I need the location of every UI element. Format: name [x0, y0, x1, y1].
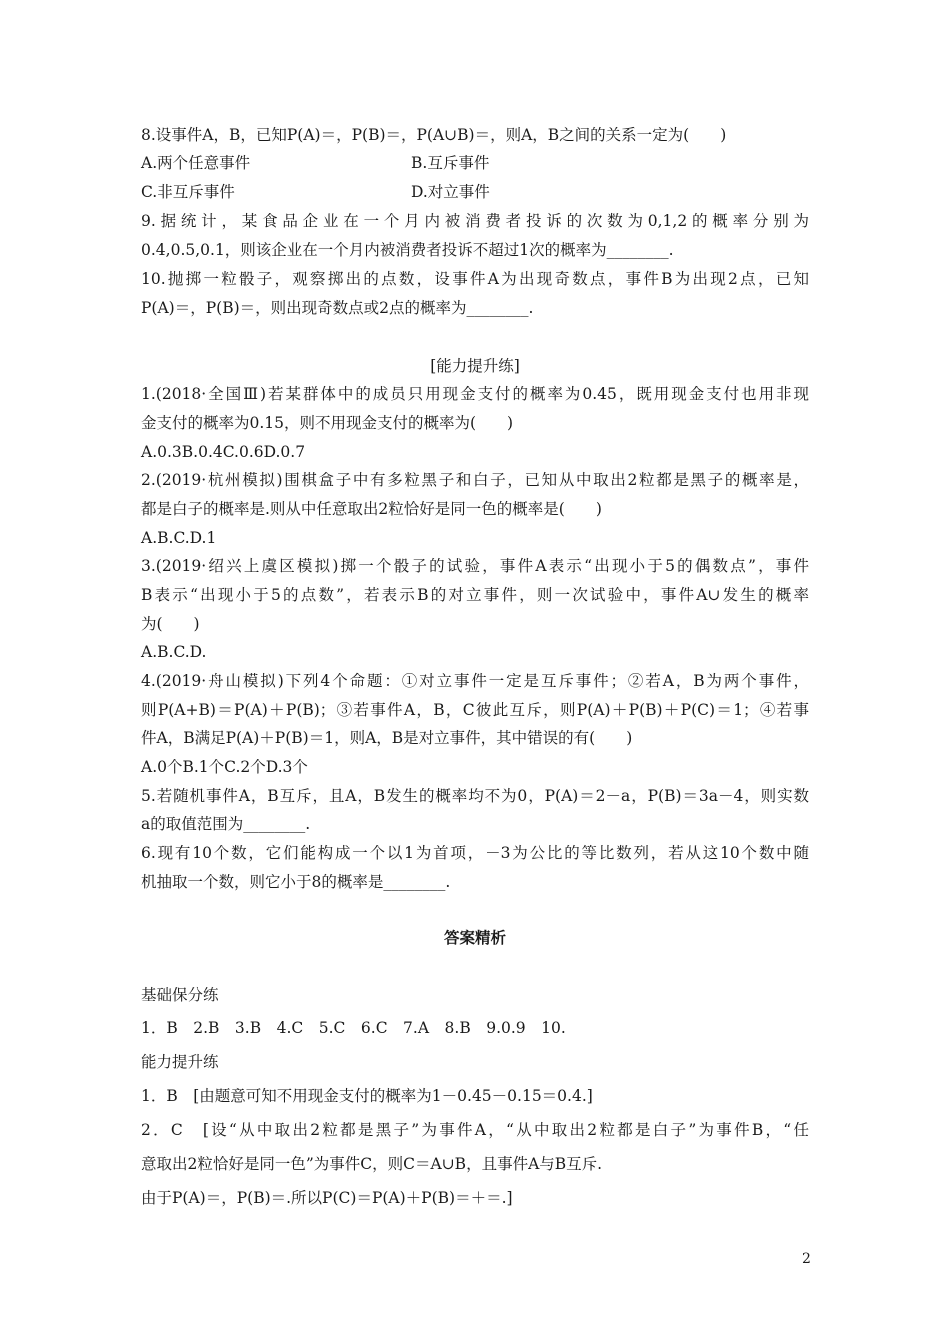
- question-10-line-2: P(A)＝，P(B)＝，则出现奇数点或2点的概率为________.: [141, 299, 534, 317]
- option-row-q8-2: [141, 181, 490, 203]
- answer-heading: 答案精析: [443, 928, 506, 947]
- ability-q2-line-1: 2.(2019·杭州模拟)围棋盒子中有多粒黑子和白子，已知从中取出2粒都是黑子的概率是，: [141, 471, 809, 489]
- ability-q3-options: A.B.C.D.: [141, 643, 207, 661]
- page-number: 2: [802, 1251, 811, 1267]
- question-8: 8.设事件A，B，已知P(A)＝，P(B)＝，P(A∪B)＝，则A，B之间的关系一定为( ): [141, 126, 727, 144]
- ability-q3-line-3: 为( ): [141, 615, 200, 633]
- answer-basic-list: 1．B 2.B 3.B 4.C 5.C 6.C 7.A 8.B 9.0.9 10.: [141, 1019, 566, 1037]
- answer-ability-heading: 能力提升练: [141, 1053, 219, 1071]
- ability-q4-line-1: 4.(2019·舟山模拟)下列4个命题：①对立事件一定是互斥事件；②若A，B为两个事件，: [141, 672, 809, 690]
- option-d: D.对立事件: [411, 183, 490, 201]
- ability-q5-line-2: a的取值范围为________.: [141, 815, 311, 833]
- ability-q1-line-1: 1.(2018·全国Ⅲ)若某群体中的成员只用现金支付的概率为0.45，既用现金支付也用非现: [141, 385, 809, 403]
- ability-q4-options: A.0个B.1个C.2个D.3个: [141, 758, 308, 776]
- question-10-line-1: 10.抛掷一粒骰子，观察掷出的点数，设事件A为出现奇数点，事件B为出现2点，已知: [141, 270, 809, 288]
- option-c: C.非互斥事件: [141, 183, 235, 201]
- ability-q3-line-1: 3.(2019·绍兴上虞区模拟)掷一个骰子的试验，事件A表示“出现小于5的偶数点”，事件: [141, 557, 809, 575]
- ability-q5-line-1: 5.若随机事件A，B互斥，且A，B发生的概率均不为0，P(A)＝2－a，P(B)＝3a－4，则实数: [141, 787, 809, 805]
- ability-q4-line-2: 则P(A+B)＝P(A)＋P(B)；③若事件A，B，C彼此互斥，则P(A)＋P(B)＋P(C)＝1；④若事: [141, 701, 809, 719]
- ability-q1-line-2: 金支付的概率为0.15，则不用现金支付的概率为( ): [141, 414, 514, 432]
- ability-q2-options: A.B.C.D.1: [141, 529, 217, 547]
- section-heading-ability: [能力提升练]: [430, 357, 520, 375]
- option-row-q8-1: [141, 152, 490, 174]
- answer-basic-heading: 基础保分练: [141, 986, 219, 1004]
- answer-ability-2-line-1: 2．C [设“从中取出2粒都是黑子”为事件A，“从中取出2粒都是白子”为事件B，“任: [141, 1121, 809, 1139]
- ability-q3-line-2: B表示“出现小于5的点数”，若表示B的对立事件，则一次试验中，事件A∪发生的概率: [141, 586, 809, 604]
- ability-q6-line-2: 机抽取一个数，则它小于8的概率是________.: [141, 873, 451, 891]
- question-9-line-1: 9.据统计，某食品企业在一个月内被消费者投诉的次数为0,1,2的概率分别为: [141, 212, 809, 230]
- ability-q6-line-1: 6.现有10个数，它们能构成一个以1为首项，－3为公比的等比数列，若从这10个数中随: [141, 844, 809, 862]
- answer-ability-1: 1．B [由题意可知不用现金支付的概率为1－0.45－0.15＝0.4.]: [141, 1087, 593, 1105]
- option-a: A.两个任意事件: [141, 154, 251, 172]
- ability-q4-line-3: 件A，B满足P(A)＋P(B)＝1，则A，B是对立事件，其中错误的有( ): [141, 729, 633, 747]
- ability-q1-options: A.0.3B.0.4C.0.6D.0.7: [141, 443, 306, 461]
- answer-ability-2-line-2: 意取出2粒恰好是同一色”为事件C，则C＝A∪B，且事件A与B互斥.: [141, 1155, 603, 1173]
- option-b: B.互斥事件: [411, 154, 490, 172]
- question-9-line-2: 0.4,0.5,0.1，则该企业在一个月内被消费者投诉不超过1次的概率为________.: [141, 241, 674, 259]
- ability-q2-line-2: 都是白子的概率是.则从中任意取出2粒恰好是同一色的概率是( ): [141, 500, 602, 518]
- answer-ability-2-line-3: 由于P(A)＝，P(B)＝.所以P(C)＝P(A)＋P(B)＝＋＝.]: [141, 1189, 513, 1207]
